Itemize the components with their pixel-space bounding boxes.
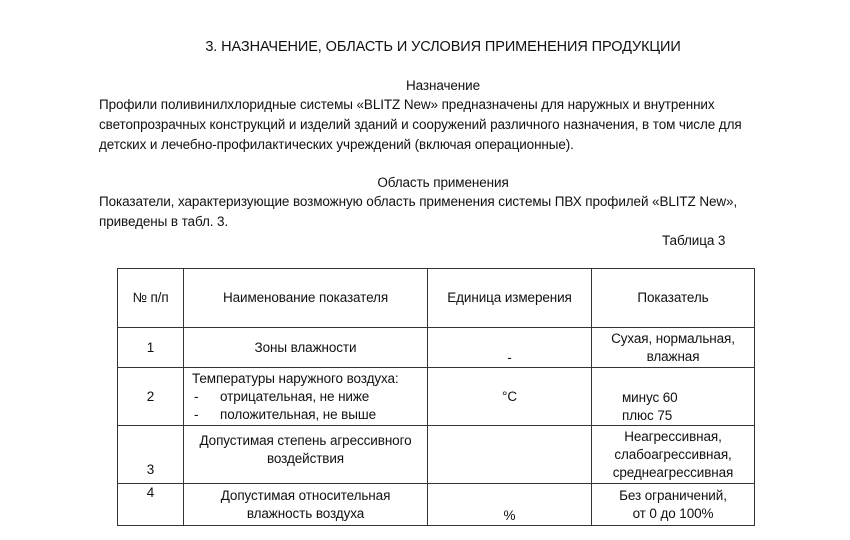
- purpose-heading: Назначение: [405, 78, 480, 93]
- scope-paragraph: [99, 192, 799, 232]
- name-line: влажность воздуха: [246, 505, 365, 521]
- purpose-line: Профили поливинилхлоридные системы «BLITZ New» предназначены для наружных и внутренних: [99, 97, 715, 112]
- row-unit: [428, 426, 592, 484]
- dash: -: [194, 388, 199, 404]
- spec-table: [117, 268, 755, 526]
- table-caption: Таблица 3: [662, 233, 726, 248]
- value-line: минус 60: [622, 390, 678, 405]
- row-num: 4: [118, 484, 184, 526]
- value-line: плюс 75: [622, 408, 673, 423]
- header-name: Наименование показателя: [184, 269, 428, 328]
- row-unit: °С: [428, 368, 592, 426]
- name-line: Допустимая относительная: [220, 487, 391, 503]
- row-num: 3: [118, 426, 184, 484]
- header-value: Показатель: [592, 269, 755, 328]
- dash: -: [194, 406, 199, 422]
- name-line: Допустимая степень агрессивного: [199, 432, 412, 448]
- sub-item-text: отрицательная, не ниже: [220, 388, 370, 404]
- sub-item-text: положительная, не выше: [220, 406, 376, 422]
- row-name: [184, 368, 428, 426]
- value-line: от 0 до 100%: [632, 505, 714, 521]
- header-num: № п/п: [118, 269, 184, 328]
- row-unit: -: [428, 328, 592, 368]
- row-unit: %: [428, 484, 592, 526]
- purpose-line: светопрозрачных конструкций и изделий зданий и сооружений различного назначения, в том числе для: [99, 117, 742, 132]
- scope-heading: Область применения: [377, 175, 509, 190]
- name-line: Температуры наружного воздуха:: [192, 370, 399, 386]
- sub-item: [192, 406, 427, 424]
- table-row: [118, 426, 755, 484]
- row-name: Зоны влажности: [184, 328, 428, 368]
- value-line: среднеагрессивная: [612, 464, 734, 480]
- row-value: [592, 368, 755, 426]
- table-row: [118, 368, 755, 426]
- scope-line: Показатели, характеризующие возможную область применения системы ПВХ профилей «BLITZ New»,: [99, 194, 738, 209]
- table-row: [118, 484, 755, 526]
- value-line: Неагрессивная,: [624, 428, 722, 444]
- value-line: Без ограничений,: [619, 487, 727, 503]
- row-name: [184, 426, 428, 484]
- row-value: [592, 484, 755, 526]
- value-line: слабоагрессивная,: [614, 446, 732, 462]
- row-name: [184, 484, 428, 526]
- table-row: [118, 328, 755, 368]
- sub-item: [192, 388, 427, 406]
- row-value: [592, 426, 755, 484]
- scope-line: приведены в табл. 3.: [99, 214, 229, 229]
- row-num: 2: [118, 368, 184, 426]
- purpose-line: детских и лечебно-профилактических учреждений (включая операционные).: [99, 137, 574, 152]
- header-unit: Единица измерения: [428, 269, 592, 328]
- row-num: 1: [118, 328, 184, 368]
- value-line: Сухая, нормальная,: [611, 330, 735, 346]
- row-value: [592, 328, 755, 368]
- name-line: воздействия: [266, 450, 345, 466]
- value-line: влажная: [646, 348, 700, 364]
- table-header-row: [118, 269, 755, 328]
- section-title: 3. НАЗНАЧЕНИЕ, ОБЛАСТЬ И УСЛОВИЯ ПРИМЕНЕНИЯ ПРОДУКЦИИ: [205, 39, 681, 55]
- purpose-paragraph: [99, 95, 799, 155]
